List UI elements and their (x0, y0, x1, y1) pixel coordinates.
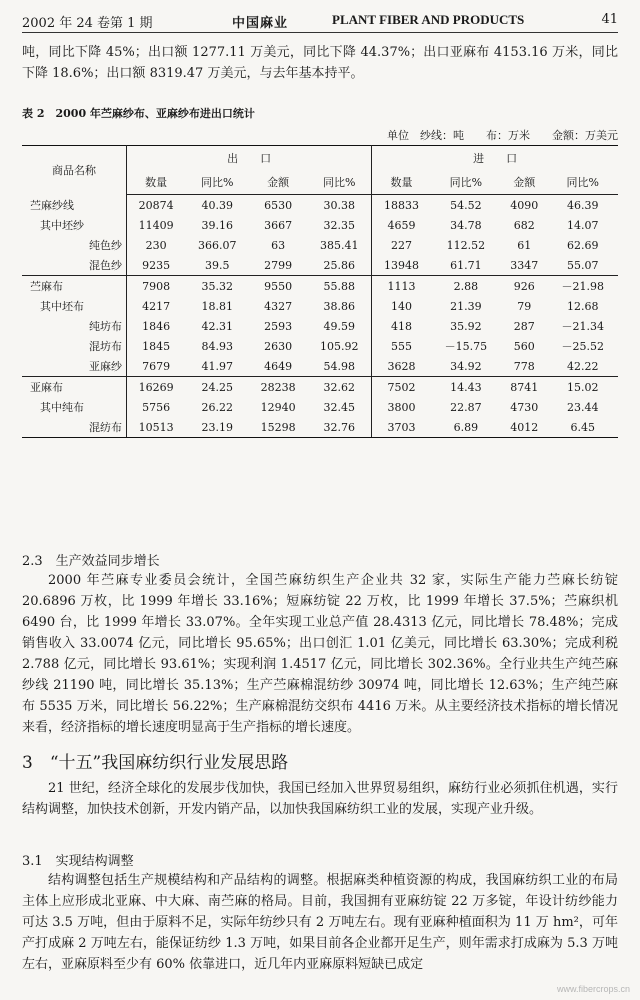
table-cell: 4327 (264, 299, 293, 313)
row-label: 其中坯布 (22, 296, 127, 316)
table-row (22, 276, 618, 297)
table-cell: 34.92 (450, 359, 482, 373)
table-cell: 42.22 (567, 359, 599, 373)
table-cell: 22.87 (450, 400, 482, 414)
table-cell: 9550 (249, 276, 307, 297)
table-cell: 8741 (501, 377, 547, 398)
row-label: 混纺布 (22, 417, 127, 438)
table-row (22, 356, 618, 377)
table-cell: 32.62 (307, 377, 372, 398)
table-row (22, 417, 618, 438)
table-row (22, 255, 618, 276)
section-2-3-heading: 2.3 生产效益同步增长 (22, 554, 160, 569)
col-subheader: 数量 (372, 170, 431, 195)
table-cell: 61.71 (450, 258, 482, 272)
table-cell: 555 (390, 339, 412, 353)
table-cell: 287 (513, 319, 535, 333)
watermark: www.fibercrops.cn (556, 984, 630, 994)
table-cell: 1113 (372, 276, 431, 297)
table-cell: 4649 (264, 359, 293, 373)
table-cell: 24.25 (185, 377, 249, 398)
table-cell: 35.92 (450, 319, 482, 333)
table-cell: 42.31 (201, 319, 233, 333)
table-cell: 4012 (501, 417, 547, 438)
col-subheader: 同比% (307, 170, 372, 195)
table-cell: 7502 (372, 377, 431, 398)
table-cell: 682 (513, 218, 535, 232)
table-cell: 38.86 (307, 296, 372, 316)
table-cell: 13948 (383, 258, 419, 272)
table-cell: 6.89 (431, 417, 501, 438)
col-subheader: 同比% (431, 170, 501, 195)
col-group-export: 出 口 (127, 146, 372, 171)
table-cell: 560 (513, 339, 535, 353)
table-cell: 63 (271, 238, 286, 252)
section-3-heading: 3 “十五”我国麻纺织行业发展思路 (22, 753, 289, 773)
table-cell: 62.69 (567, 238, 599, 252)
col-group-import: 进 口 (372, 146, 618, 171)
section-3-1-heading: 3.1 实现结构调整 (22, 854, 134, 869)
col-subheader: 金额 (501, 170, 547, 195)
table-cell: 3347 (510, 258, 539, 272)
table-cell: 34.78 (450, 218, 482, 232)
table-cell: 26.22 (201, 400, 233, 414)
table-cell: 4730 (510, 400, 539, 414)
table-title: 表 2 2000 年苎麻纱布、亚麻纱布进出口统计 (22, 107, 255, 120)
issue-label: 2002 年 24 卷第 1 期 (22, 16, 153, 31)
table-cell: 21.39 (450, 299, 482, 313)
table-row (22, 377, 618, 398)
table-cell: 366.07 (198, 238, 237, 252)
row-label: 其中纯布 (22, 397, 127, 417)
row-label: 亚麻布 (22, 377, 127, 398)
table-units: 单位 纱线：吨 布：万米 金额：万美元 (387, 129, 618, 142)
row-label: 混色纱 (22, 255, 127, 276)
table-cell: 35.32 (185, 276, 249, 297)
table-row (22, 397, 618, 417)
table-cell: 4217 (142, 299, 171, 313)
section-3-body: 21 世纪，经济全球化的发展步伐加快，我国已经加入世界贸易组织，麻纺行业必须抓住机遇，实行结构调整，加快技术创新，开发内销产品，以加快我国麻纺织工业的发展，实现产业升级。 (22, 781, 618, 817)
table-cell: 12940 (260, 400, 296, 414)
table-cell: 39.5 (205, 258, 230, 272)
section-3-1-body: 结构调整包括生产规模结构和产品结构的调整。根据麻类种植资源的构成，我国麻纺织工业的布局主体上应形成北亚麻、中大麻、南苎麻的格局。目前，我国拥有亚麻纺锭 22 万多锭，年设计纺纱能力可达 3.5 万吨，但由于原料不足，实际年纺纱只有 2 万吨左右。现有亚麻种植面积为 11 万 hm²，可年产打成麻 2 万吨左右，能保证纺纱 1.3 万吨，如果目前各企业都开足生产，则年需求打成麻为 5.3 万吨左右，亚麻原料至少有 60% 依靠进口，近几年内亚麻原料短缺已成定 (22, 873, 618, 972)
table-cell: 140 (390, 299, 412, 313)
table-cell: 12.68 (567, 299, 599, 313)
table-cell: 55.88 (307, 276, 372, 297)
section-2-3-body: 2000 年苎麻专业委员会统计，全国苎麻纺织生产企业共 32 家，实际生产能力苎麻长纺锭 20.6896 万枚，比 1999 年增长 33.16%；短麻纺锭 22 万枚，比 1999 年增长 37.5%；苎麻织机 6490 台，比 1999 年增长 33.07%。全年实现工业总产值 28.4313 亿元，同比增长 78.48%；完成销售收入 33.0074 亿元，同比增长 95.65%；出口创汇 1.01 亿美元，同比增长 63.30%；完成利税 2.788 亿元，同比增长 93.61%；实现利润 1.4517 亿元，同比增长 302.36%。全行业共生产纯苎麻纱线 21190 吨，同比增长 35.13%；生产苎麻棉混纺纱 30974 吨，同比增长 12.63%；生产纯苎麻布 5535 万米，同比增长 56.22%；生产麻棉混纺交织布 4416 万米。从主要经济技术指标的增长情况来看，经济指标的增长速度明显高于生产指标的增长速度。 (22, 573, 618, 735)
table-cell: 46.39 (567, 198, 599, 212)
table-cell: 926 (501, 276, 547, 297)
table-cell: 7679 (142, 359, 171, 373)
row-label: 纯色纱 (22, 235, 127, 255)
page-header (22, 10, 618, 33)
table-cell: 18.81 (201, 299, 233, 313)
table-cell: 9235 (142, 258, 171, 272)
table-cell: 3667 (264, 218, 293, 232)
table-cell: 23.44 (567, 400, 599, 414)
table-cell: 6.45 (548, 417, 619, 438)
table-cell: 1846 (142, 319, 171, 333)
table-row (22, 215, 618, 235)
table-cell: 16269 (127, 377, 186, 398)
table-cell: 105.92 (307, 336, 372, 356)
table-cell: 54.98 (307, 356, 372, 377)
table-cell: 3800 (387, 400, 416, 414)
table-cell: 14.43 (431, 377, 501, 398)
table-cell: 4659 (387, 218, 416, 232)
table-cell: 3628 (387, 359, 416, 373)
row-label: 苎麻布 (22, 276, 127, 297)
col-subheader: 同比% (185, 170, 249, 195)
table-cell: 385.41 (307, 235, 372, 255)
table-cell: 32.76 (307, 417, 372, 438)
table-cell: 2799 (264, 258, 293, 272)
table-cell: 1845 (142, 339, 171, 353)
table-cell: 25.86 (307, 255, 372, 276)
table-cell: 23.19 (185, 417, 249, 438)
table-cell: 230 (145, 238, 167, 252)
row-label: 混坊布 (22, 336, 127, 356)
table-cell: 20874 (138, 198, 174, 212)
table-row (22, 195, 618, 216)
col-subheader: 金额 (249, 170, 307, 195)
col-subheader: 同比% (548, 170, 619, 195)
trade-statistics-table (22, 145, 618, 438)
table-row (22, 336, 618, 356)
table-cell: 54.52 (450, 198, 482, 212)
table-header-row (22, 146, 618, 171)
col-subheader: 数量 (127, 170, 186, 195)
table-cell: 49.59 (307, 316, 372, 336)
table-cell: 32.35 (307, 215, 372, 235)
table-cell: －25.52 (561, 340, 604, 353)
table-cell: －15.75 (444, 340, 488, 353)
table-cell: 227 (390, 238, 412, 252)
table-cell: 32.45 (307, 397, 372, 417)
table-row (22, 235, 618, 255)
table-cell: 7908 (127, 276, 186, 297)
table-cell: 112.52 (446, 238, 486, 252)
table-cell: 39.16 (201, 218, 233, 232)
journal-title: 中国麻业 (232, 16, 289, 31)
table-cell: 11409 (138, 218, 174, 232)
table-cell: 79 (517, 299, 532, 313)
table-cell: 84.93 (201, 339, 233, 353)
table-cell: 40.39 (201, 198, 233, 212)
table-cell: 418 (390, 319, 412, 333)
table-cell: 61 (517, 238, 532, 252)
row-label: 其中坯纱 (22, 215, 127, 235)
page-number: 41 (601, 12, 618, 27)
table-cell: 41.97 (201, 359, 233, 373)
table-cell: 14.07 (567, 218, 599, 232)
table-cell: 15.02 (548, 377, 619, 398)
table-cell: －21.34 (561, 320, 604, 333)
table-cell: 2593 (264, 319, 293, 333)
table-cell: 28238 (249, 377, 307, 398)
table-cell: 2.88 (431, 276, 501, 297)
table-cell: 30.38 (307, 195, 372, 216)
table-cell: －21.98 (548, 276, 619, 297)
table-row (22, 316, 618, 336)
row-label: 苎麻纱线 (22, 195, 127, 216)
table-cell: 18833 (383, 198, 419, 212)
table-cell: 778 (513, 359, 535, 373)
intro-paragraph: 吨，同比下降 45%；出口额 1277.11 万美元，同比下降 44.37%；出口亚麻布 4153.16 万米，同比下降 18.6%；出口额 8319.47 万美元，与去年基本持平。 (22, 45, 618, 81)
journal-title-english: PLANT FIBER AND PRODUCTS (332, 12, 525, 27)
col-header-name: 商品名称 (22, 146, 127, 195)
table-cell: 5756 (142, 400, 171, 414)
row-label: 亚麻纱 (22, 356, 127, 377)
table-cell: 55.07 (567, 258, 599, 272)
table-cell: 10513 (127, 417, 186, 438)
row-label: 纯坊布 (22, 316, 127, 336)
table-cell: 4090 (510, 198, 539, 212)
table-cell: 15298 (249, 417, 307, 438)
table-cell: 3703 (372, 417, 431, 438)
table-cell: 2630 (264, 339, 293, 353)
table-cell: 6530 (264, 198, 293, 212)
table-row (22, 296, 618, 316)
